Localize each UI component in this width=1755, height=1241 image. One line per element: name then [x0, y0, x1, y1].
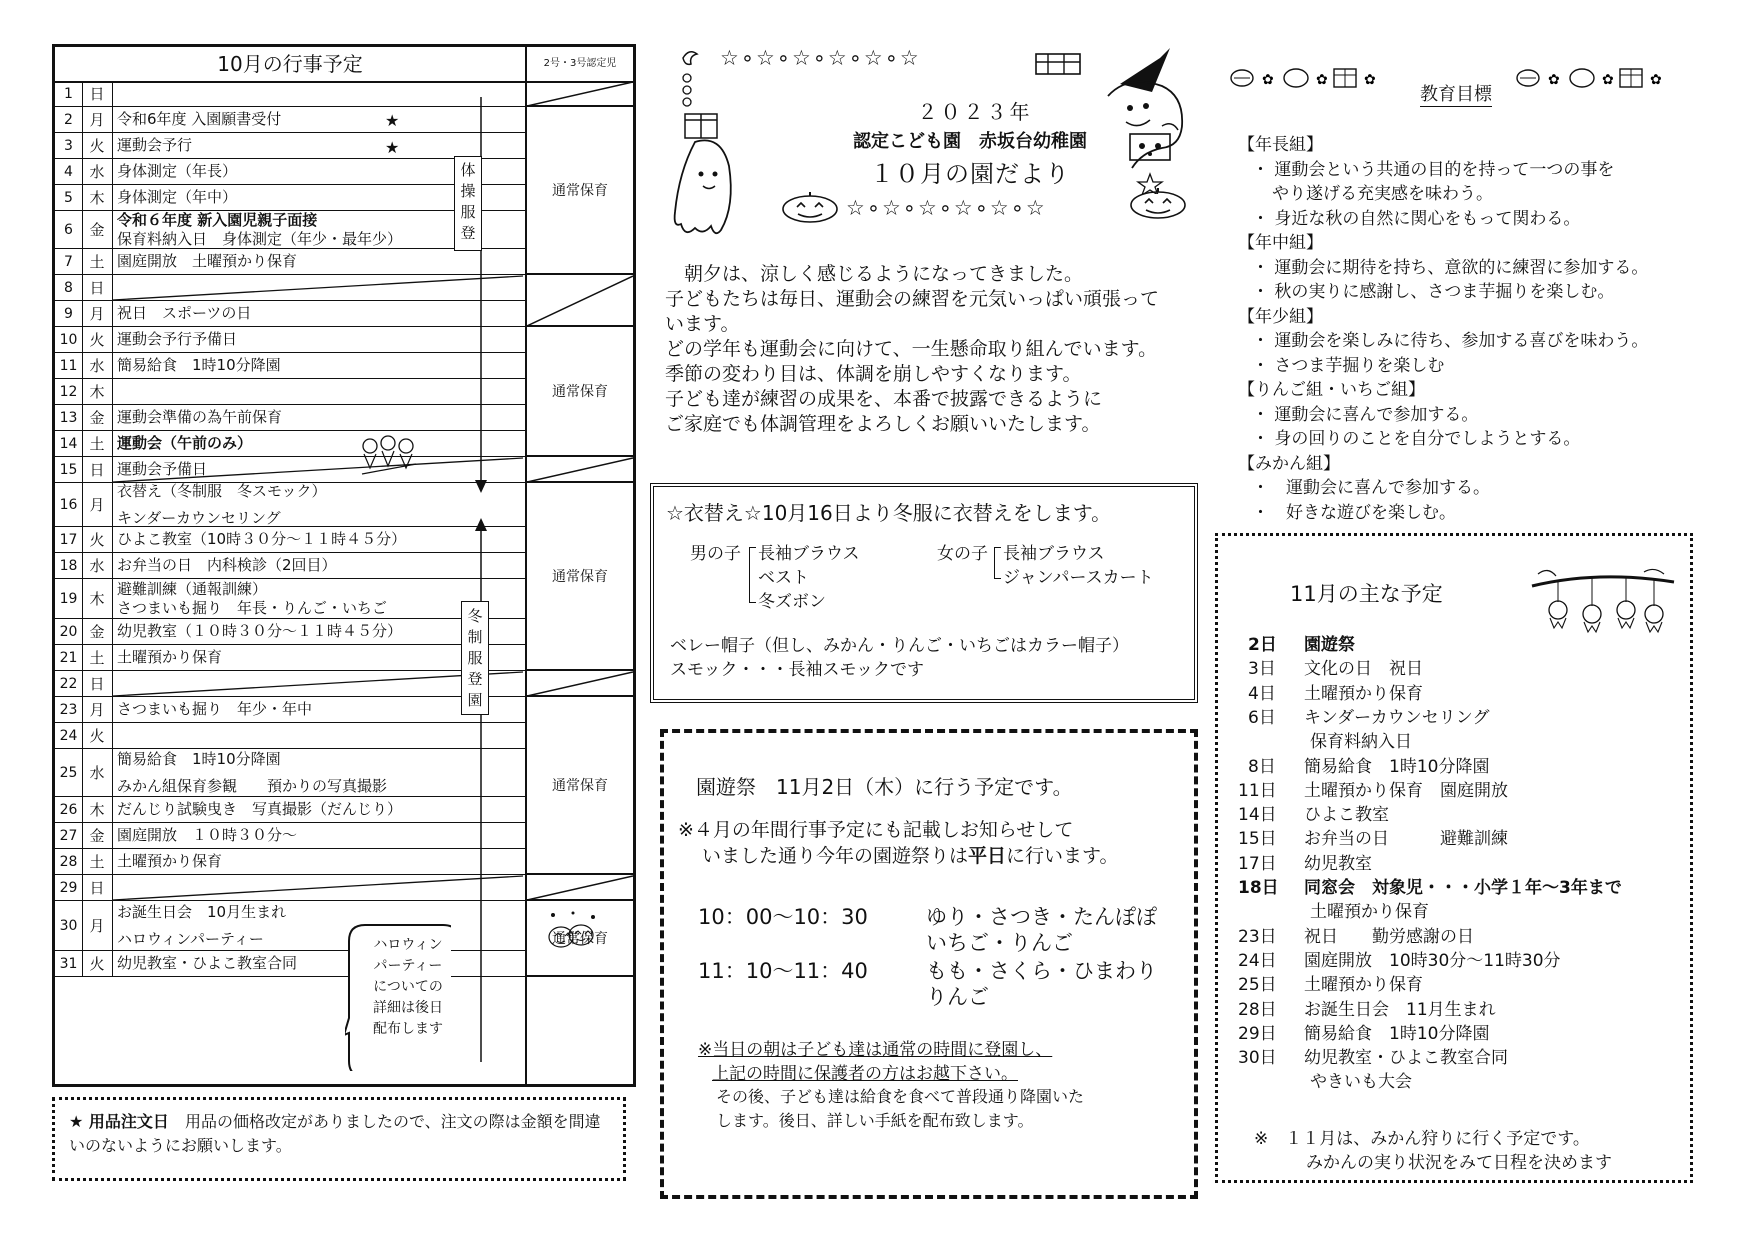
november-event: 園庭開放 10時30分～11時30分 — [1304, 950, 1561, 971]
schedule-row — [55, 875, 525, 901]
november-date: 15日 — [1238, 829, 1277, 850]
weekday: 金 — [82, 823, 113, 848]
event-text: 園庭開放 土曜預かり保育 — [117, 252, 298, 270]
day-number: 24 — [55, 723, 83, 748]
schedule-row — [55, 301, 525, 327]
svg-text:✿: ✿ — [1650, 72, 1662, 88]
november-event: お弁当の日 避難訓練 — [1304, 829, 1508, 850]
festival-box — [660, 729, 1198, 1199]
intro-line: 子どもたちは毎日、運動会の練習を元気いっぱい頑張って — [665, 288, 1160, 310]
weekday: 日 — [82, 457, 113, 482]
intro-line: 季節の変わり目は、体調を崩しやすくなります。 — [665, 363, 1082, 385]
weekday: 火 — [82, 133, 113, 158]
event-text: 簡易給食 1時10分降園 — [117, 356, 281, 374]
goals-title: 教育目標 — [1420, 84, 1492, 105]
november-event: やきいも大会 — [1310, 1072, 1412, 1093]
bubble-line: パーティー — [373, 958, 443, 974]
goal-group-heading: 【年長組】 — [1238, 135, 1323, 155]
schedule-row — [55, 797, 525, 823]
weekday: 日 — [82, 875, 113, 900]
event-text: 簡易給食 1時10分降園 — [117, 749, 281, 768]
girls-label: 女の子 — [937, 544, 988, 564]
svg-text:✿: ✿ — [1602, 72, 1614, 88]
event-text: 運動会予備日 — [117, 460, 208, 478]
decorative-icons-left — [1228, 64, 1408, 92]
november-date: 14日 — [1238, 805, 1277, 826]
girls-brace — [994, 547, 1001, 579]
beret-note: ベレー帽子（但し、みかん・りんご・いちごはカラー帽子） — [670, 636, 1129, 656]
event-text: 土曜預かり保育 — [117, 852, 223, 870]
weekday: 日 — [82, 81, 113, 106]
weekday: 金 — [82, 405, 113, 430]
festival-groups-1: ゆり・さつき・たんぽぽ — [926, 905, 1157, 929]
day-number: 21 — [55, 645, 83, 670]
uniform-char: 登 — [460, 224, 476, 242]
bubble-line: についての — [373, 979, 443, 995]
november-date: 17日 — [1238, 853, 1277, 874]
schedule-row — [55, 327, 525, 353]
november-date: 28日 — [1238, 999, 1277, 1020]
goal-group-heading: 【みかん組】 — [1238, 453, 1340, 474]
november-note: ※ １１月は、みかん狩りに行く予定です。 — [1254, 1129, 1590, 1149]
certified-children-header: 2号・3号認定児 — [543, 58, 617, 69]
weekday: 土 — [82, 645, 113, 670]
day-number: 31 — [55, 951, 83, 976]
festival-note: します。後日、詳しい手紙を配布致します。 — [716, 1111, 1034, 1130]
bubble-line: 配布します — [373, 1021, 443, 1037]
pumpkins-illustration — [545, 907, 601, 957]
day-number: 3 — [55, 133, 83, 158]
november-date: 4日 — [1248, 683, 1276, 704]
schedule-row — [55, 671, 525, 697]
uniform-char: 服 — [460, 203, 476, 221]
weekday: 木 — [82, 579, 113, 618]
gift-box-icon — [1034, 50, 1082, 76]
weekday: 水 — [82, 749, 113, 796]
november-schedule-box — [1215, 533, 1693, 1183]
schedule-row — [55, 405, 525, 431]
uniform-char: 服 — [467, 649, 483, 667]
svg-text:✿: ✿ — [1262, 72, 1274, 88]
november-title: 11月の主な予定 — [1290, 582, 1443, 606]
weekday: 月 — [82, 901, 113, 950]
holiday-cell — [527, 81, 633, 107]
uniform-char: 園 — [467, 691, 483, 709]
november-date: 23日 — [1238, 926, 1277, 947]
intro-line: ご家庭でも体調管理をよろしくお願いいたします。 — [665, 413, 1101, 435]
day-events — [117, 81, 521, 106]
day-events — [117, 797, 521, 822]
schedule-row — [55, 379, 525, 405]
schedule-row — [55, 553, 525, 579]
november-date: 25日 — [1238, 975, 1277, 996]
schedule-header — [55, 47, 633, 83]
girls-item: ジャンパースカート — [1003, 568, 1154, 588]
november-event: 園遊祭 — [1304, 635, 1355, 655]
smock-note: スモック・・・長袖スモックです — [670, 660, 924, 680]
uniform-change-box — [650, 483, 1198, 703]
weekday: 月 — [82, 107, 113, 132]
notice-text: 用品の価格改定がありましたので、注文の際は金額を間違いのないようにお願いします。 — [69, 1112, 601, 1155]
day-events — [117, 379, 521, 404]
november-event: キンダーカウンセリング — [1304, 707, 1490, 728]
day-events — [117, 901, 521, 950]
weekday: 土 — [82, 849, 113, 874]
weekday: 水 — [82, 159, 113, 184]
day-number: 7 — [55, 249, 83, 274]
day-events — [117, 483, 521, 526]
event-text: みかん組保育参観 預かりの写真撮影 — [117, 776, 388, 795]
weekday: 火 — [82, 951, 113, 976]
schedule-row — [55, 353, 525, 379]
uniform-char: 体 — [460, 161, 476, 179]
day-number: 9 — [55, 301, 83, 326]
schedule-row — [55, 81, 525, 107]
day-number: 27 — [55, 823, 83, 848]
weekday: 日 — [82, 671, 113, 696]
november-event: 土曜預かり保育 — [1310, 902, 1429, 923]
day-events — [117, 431, 521, 456]
weekday: 月 — [82, 483, 113, 526]
day-number: 2 — [55, 107, 83, 132]
day-number: 11 — [55, 353, 83, 378]
event-text: 衣替え（冬制服 冬スモック） — [117, 481, 327, 500]
school-name: 認定こども園 赤坂台幼稚園 — [853, 131, 1087, 152]
event-text: 園庭開放 １０時３０分～ — [117, 826, 298, 844]
november-event: 幼児教室 — [1304, 853, 1372, 874]
november-event: 祝日 勤労感謝の日 — [1304, 926, 1474, 947]
day-events — [117, 527, 521, 552]
normal-care-cell: 通常保育 — [527, 327, 633, 457]
schedule-title: 10月の行事予定 — [217, 52, 363, 76]
schedule-row — [55, 107, 525, 133]
pumpkin-icon — [780, 190, 840, 224]
event-text: 幼児教室（１０時３０分～１１時４５分） — [117, 622, 403, 640]
goal-item: ・ 運動会に喜んで参加する。 — [1252, 404, 1479, 425]
day-number: 29 — [55, 875, 83, 900]
event-text: さつまいも掘り 年長・りんご・いちご — [117, 598, 388, 617]
holiday-diagonal — [113, 275, 523, 301]
event-text: ひよこ教室（10時３０分～１１時４５分） — [117, 530, 407, 548]
event-text: お誕生日会 10月生まれ — [117, 902, 287, 921]
normal-care-cell: 通常保育 — [527, 901, 633, 977]
festival-note: 上記の時間に保護者の方はお越下さい。 — [712, 1064, 1018, 1084]
children-running-illustration — [358, 434, 420, 478]
schedule-row — [55, 275, 525, 301]
gym-uniform-label — [454, 156, 482, 251]
schedule-row — [55, 249, 525, 275]
festival-time-1: 10：00～10：30 — [698, 905, 868, 929]
uniform-change-title: ☆衣替え☆10月16日より冬服に衣替えをします。 — [666, 501, 1112, 525]
festival-note: ※当日の朝は子ども達は通常の時間に登園し、 — [698, 1040, 1053, 1060]
october-schedule-table — [52, 44, 636, 1087]
bubble-line: ハロウィン — [373, 937, 443, 953]
november-event: お誕生日会 11月生まれ — [1304, 999, 1496, 1020]
november-date: 11日 — [1238, 780, 1277, 801]
normal-care-cell: 通常保育 — [527, 483, 633, 671]
goal-item: ・ 運動会に期待を持ち、意欲的に練習に参加する。 — [1252, 257, 1649, 278]
november-event: 保育料納入日 — [1310, 732, 1412, 753]
day-number: 22 — [55, 671, 83, 696]
november-event: 簡易給食 1時10分降園 — [1304, 756, 1490, 777]
event-text: 避難訓練（通報訓練） — [117, 579, 268, 598]
event-text: 身体測定（年中） — [117, 188, 238, 206]
day-events — [117, 301, 521, 326]
day-events — [117, 353, 521, 378]
normal-care-cell: 通常保育 — [527, 697, 633, 875]
event-text: 運動会準備の為午前保育 — [117, 408, 283, 426]
weekday: 金 — [82, 211, 113, 248]
event-text: ハロウィンパーティー — [117, 929, 264, 948]
weekday: 水 — [82, 553, 113, 578]
day-events — [117, 405, 521, 430]
holiday-cell — [527, 275, 633, 327]
intro-line: どの学年も運動会に向けて、一生懸命取り組んでいます。 — [665, 338, 1158, 360]
newsletter-title: １０月の園だより — [870, 160, 1070, 188]
weekday: 木 — [82, 379, 113, 404]
weekday: 土 — [82, 249, 113, 274]
day-events — [117, 107, 521, 132]
supplies-order-notice — [52, 1097, 626, 1181]
newsletter-year: ２０２３年 — [917, 100, 1033, 124]
goal-item: ・ 秋の実りに感謝し、さつま芋掘りを楽しむ。 — [1252, 282, 1615, 302]
schedule-row — [55, 527, 525, 553]
november-date: 8日 — [1248, 756, 1276, 777]
goal-item: ・ 身の回りのことを自分でしようとする。 — [1252, 429, 1581, 449]
holiday-cell — [527, 671, 633, 697]
day-number: 26 — [55, 797, 83, 822]
day-events — [117, 133, 521, 158]
day-number: 15 — [55, 457, 83, 482]
goal-item: ・ さつま芋掘りを楽しむ — [1252, 355, 1445, 376]
bubble-text — [357, 935, 459, 1040]
pumpkin-icon — [1128, 186, 1188, 220]
event-text: お弁当の日 内科検診（2回目） — [117, 556, 337, 574]
festival-text: ※４月の年間行事予定にも記載しお知らせして — [678, 819, 1074, 841]
event-text: 身体測定（年長） — [117, 162, 238, 180]
day-number: 14 — [55, 431, 83, 456]
festival-time-2: 11：10～11：40 — [698, 959, 868, 983]
normal-care-cell: 通常保育 — [527, 107, 633, 275]
boys-item: ベスト — [758, 568, 809, 588]
event-text: 保育料納入日 身体測定（年少・最年少） — [117, 229, 403, 248]
winter-uniform-label — [461, 601, 489, 715]
ghost-with-gift-illustration — [665, 44, 745, 244]
bubble-line: 詳細は後日 — [373, 1000, 443, 1016]
day-number: 17 — [55, 527, 83, 552]
event-text: 土曜預かり保育 — [117, 648, 223, 666]
day-number: 23 — [55, 697, 83, 722]
boys-item: 冬ズボン — [758, 592, 826, 612]
intro-line: 朝夕は、涼しく感じるようになってきました。 — [665, 263, 1084, 285]
day-number: 16 — [55, 483, 83, 526]
uniform-char: 登 — [467, 670, 483, 688]
weekday: 火 — [82, 723, 113, 748]
weekday: 木 — [82, 797, 113, 822]
holiday-diagonal — [113, 875, 523, 901]
festival-note: その後、子ども達は給食を食べて普段通り降園いた — [716, 1087, 1085, 1106]
day-events — [117, 553, 521, 578]
day-events — [117, 951, 521, 976]
svg-text:✿: ✿ — [1364, 72, 1376, 88]
event-text: 令和6年度 入園願書受付 — [117, 110, 282, 128]
day-events — [117, 823, 521, 848]
goal-item: ・ 運動会を楽しみに待ち、参加する喜びを味わう。 — [1252, 331, 1649, 351]
november-event: 簡易給食 1時10分降園 — [1304, 1023, 1490, 1044]
festival-title: 園遊祭 11月2日（木）に行う予定です。 — [696, 775, 1073, 799]
event-text: 運動会予行予備日 — [117, 330, 238, 348]
november-event: 幼児教室・ひよこ教室合同 — [1304, 1048, 1508, 1069]
november-event: 土曜預かり保育 園庭開放 — [1304, 780, 1508, 801]
november-date: 18日 — [1238, 878, 1279, 898]
weekday: 土 — [82, 431, 113, 456]
november-event: 同窓会 対象児・・・小学１年～3年まで — [1304, 878, 1622, 898]
schedule-row — [55, 645, 525, 671]
november-event: 文化の日 祝日 — [1304, 659, 1423, 680]
november-date: 29日 — [1238, 1023, 1277, 1044]
holiday-cell — [527, 457, 633, 483]
holiday-cell — [527, 875, 633, 901]
hanging-ghosts-illustration — [1528, 566, 1678, 636]
uniform-char: 冬 — [467, 607, 483, 625]
schedule-row — [55, 697, 525, 723]
weekday: 金 — [82, 619, 113, 644]
day-number: 5 — [55, 185, 83, 210]
weekday: 火 — [82, 327, 113, 352]
winter-uniform-arrow — [473, 517, 489, 1067]
event-text: 運動会（午前のみ） — [117, 434, 253, 452]
day-number: 18 — [55, 553, 83, 578]
boys-brace — [749, 547, 756, 603]
day-events — [117, 327, 521, 352]
header-stars-top: ☆∘☆∘☆∘☆∘☆∘☆ — [720, 46, 921, 70]
header-stars-bottom: ☆∘☆∘☆∘☆∘☆∘☆ — [846, 196, 1047, 220]
day-number: 8 — [55, 275, 83, 300]
notice-title: ★ 用品注文日 — [69, 1112, 169, 1131]
november-date: 2日 — [1248, 635, 1277, 655]
girls-item: 長袖ブラウス — [1003, 544, 1105, 564]
weekday: 水 — [82, 353, 113, 378]
goal-item: ・ 身近な秋の自然に関心をもって関わる。 — [1252, 208, 1581, 229]
weekday: 日 — [82, 275, 113, 300]
day-events — [117, 723, 521, 748]
day-events — [117, 749, 521, 796]
goal-item: ・ 運動会という共通の目的を持って一つの事を — [1252, 159, 1615, 180]
decorative-icons-right — [1514, 64, 1694, 92]
event-text: キンダーカウンセリング — [117, 508, 281, 527]
festival-groups-2: りんご — [926, 985, 989, 1009]
day-number: 20 — [55, 619, 83, 644]
november-event: 土曜預かり保育 — [1304, 683, 1423, 704]
november-event: ひよこ教室 — [1304, 805, 1389, 826]
weekday: 木 — [82, 185, 113, 210]
schedule-row — [55, 749, 525, 797]
goal-group-heading: 【りんご組・いちご組】 — [1238, 380, 1425, 400]
day-number: 6 — [55, 211, 83, 248]
goal-item: ・ 好きな遊びを楽しむ。 — [1252, 502, 1456, 523]
goal-item: ・ 運動会に喜んで参加する。 — [1252, 478, 1490, 498]
day-number: 4 — [55, 159, 83, 184]
event-text: だんじり試験曳き 写真撮影（だんじり） — [117, 800, 403, 818]
intro-line: います。 — [665, 313, 740, 335]
day-number: 25 — [55, 749, 83, 796]
november-date: 30日 — [1238, 1048, 1277, 1069]
schedule-row — [55, 619, 525, 645]
event-text: 令和６年度 新入園児親子面接 — [117, 210, 318, 229]
day-number: 28 — [55, 849, 83, 874]
weekday: 月 — [82, 301, 113, 326]
weekday: 月 — [82, 697, 113, 722]
schedule-row — [55, 579, 525, 619]
star-mark: ★ — [385, 111, 400, 130]
day-number: 1 — [55, 81, 83, 106]
event-text: さつまいも掘り 年少・年中 — [117, 700, 313, 718]
event-text: 幼児教室・ひよこ教室合同 — [117, 954, 298, 972]
day-events — [117, 849, 521, 874]
schedule-row — [55, 431, 525, 457]
day-number: 12 — [55, 379, 83, 404]
day-number: 13 — [55, 405, 83, 430]
svg-text:✿: ✿ — [1316, 72, 1328, 88]
goal-group-heading: 【年少組】 — [1238, 306, 1323, 327]
festival-groups-2: もも・さくら・ひまわり — [926, 959, 1157, 983]
day-number: 10 — [55, 327, 83, 352]
schedule-row — [55, 823, 525, 849]
day-number: 30 — [55, 901, 83, 950]
intro-message — [665, 262, 1225, 437]
boys-item: 長袖ブラウス — [758, 544, 860, 564]
event-text: 祝日 スポーツの日 — [117, 304, 252, 322]
goal-item: やり遂げる充実感を味わう。 — [1272, 184, 1493, 204]
intro-line: 子ども達が練習の成果を、本番で披露できるように — [665, 388, 1103, 410]
event-text: 運動会予行 — [117, 136, 193, 154]
november-date: 3日 — [1248, 659, 1276, 680]
november-date: 6日 — [1248, 707, 1276, 728]
boys-label: 男の子 — [690, 544, 741, 564]
weekday: 火 — [82, 527, 113, 552]
goal-group-heading: 【年中組】 — [1238, 233, 1323, 253]
uniform-char: 制 — [467, 628, 483, 646]
schedule-row — [55, 849, 525, 875]
november-date: 24日 — [1238, 950, 1277, 971]
star-mark: ★ — [385, 138, 400, 157]
november-note: みかんの実り状況をみて日程を決めます — [1306, 1153, 1612, 1173]
schedule-row — [55, 483, 525, 527]
november-event: 土曜預かり保育 — [1304, 975, 1423, 996]
day-number: 19 — [55, 579, 83, 618]
festival-groups-1: いちご・りんご — [926, 931, 1073, 955]
uniform-char: 操 — [460, 182, 476, 200]
svg-text:✿: ✿ — [1548, 72, 1560, 88]
day-events — [117, 249, 521, 274]
festival-text: いました通り今年の園遊祭りは平日に行います。 — [702, 845, 1119, 867]
